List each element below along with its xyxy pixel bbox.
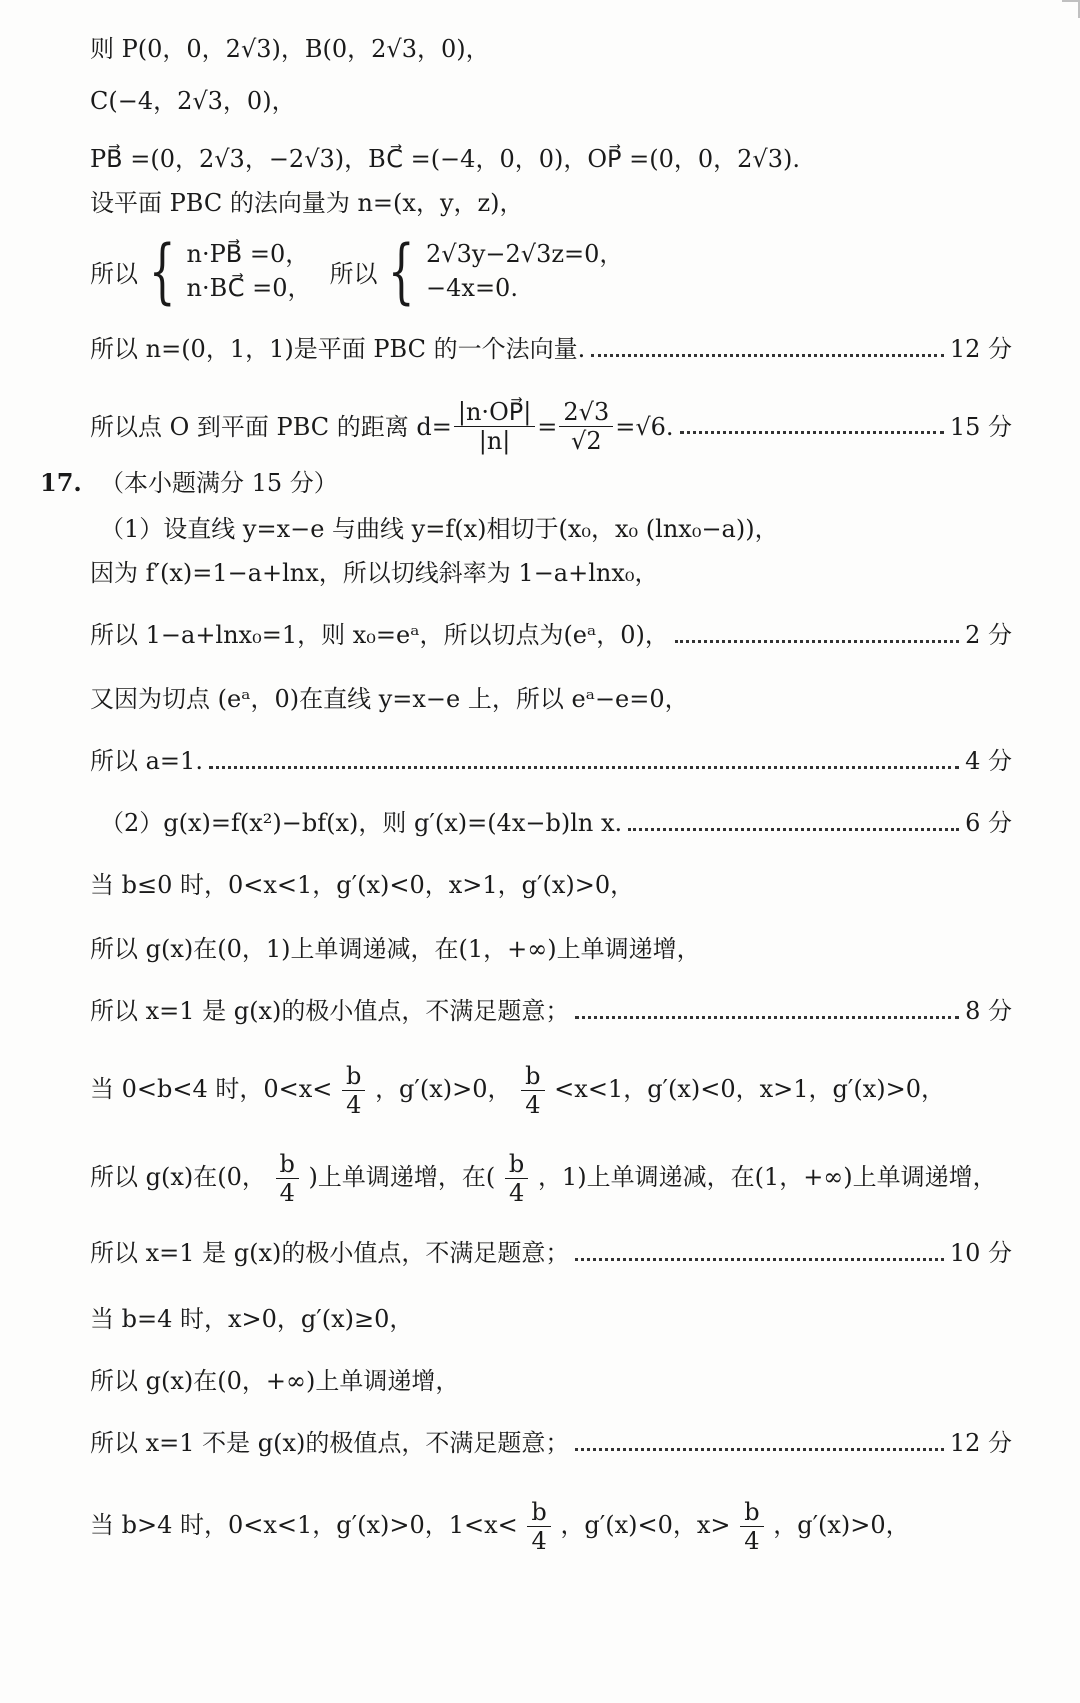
fraction-numerator: b <box>505 1150 528 1179</box>
leader-dots <box>591 354 944 357</box>
line-distance <box>90 398 1012 455</box>
line-monotonic-3: 所以 g(x)在(0，+∞)上单调递增， <box>90 1367 460 1395</box>
corner-mark <box>1062 0 1080 18</box>
fraction-dist-1 <box>454 398 535 455</box>
line-a-value <box>90 744 1012 778</box>
question-title: （本小题满分 15 分） <box>100 469 338 497</box>
line-not-extreme <box>90 1426 1012 1460</box>
leader-dots <box>575 1258 943 1261</box>
fraction-numerator: |n·OP⃗| <box>454 398 535 427</box>
line-min-point-2 <box>90 1236 1012 1270</box>
fraction-b-over-4 <box>342 1062 365 1119</box>
equation-system-block <box>90 230 624 312</box>
system-2-eq-b: −4x=0. <box>426 274 518 302</box>
line-coordinates-c: C(−4，2√3，0)， <box>90 87 296 115</box>
line-text: 所以点 O 到平面 PBC 的距离 d= <box>90 412 452 441</box>
line-tangent-point <box>90 618 1012 652</box>
system-1-eq-a: n·PB⃗ =0， <box>186 240 310 268</box>
fraction-numerator: b <box>521 1062 544 1091</box>
line-text: ，g′(x)<0，x> <box>560 1511 731 1539</box>
line-monotonic-1: 所以 g(x)在(0，1)上单调递减，在(1，+∞)上单调递增， <box>90 935 701 963</box>
system-prefix-2: 所以 <box>329 259 378 288</box>
line-coordinates-pb: 则 P(0，0，2√3)，B(0，2√3，0)， <box>90 35 490 63</box>
line-text: ，g′(x)>0， <box>773 1511 910 1539</box>
fraction-b-over-4 <box>505 1150 528 1207</box>
line-normal-vector: 设平面 PBC 的法向量为 n=(x，y，z)， <box>90 189 524 217</box>
system-2 <box>426 237 623 305</box>
score: 8 分 <box>965 997 1012 1025</box>
leader-dots <box>575 1448 943 1451</box>
fraction-denominator: 4 <box>346 1091 362 1119</box>
system-1-eq-b: n·BC⃗ =0， <box>186 274 312 302</box>
line-text: 所以 x=1 是 g(x)的极小值点，不满足题意； <box>90 997 570 1025</box>
fraction-denominator: |n| <box>478 427 511 455</box>
line-text: 所以 g(x)在(0， <box>90 1163 266 1191</box>
line-text: 所以 x=1 是 g(x)的极小值点，不满足题意； <box>90 1239 570 1267</box>
leader-dots <box>209 766 959 769</box>
fraction-denominator: 4 <box>508 1179 525 1207</box>
system-prefix-1: 所以 <box>90 259 138 288</box>
fraction-dist-2 <box>559 398 613 455</box>
line-monotonic-2 <box>90 1150 997 1207</box>
line-text: )上单调递增，在( <box>308 1163 496 1191</box>
fraction-denominator: 4 <box>531 1527 547 1555</box>
score: 2 分 <box>965 621 1012 649</box>
fraction-b-over-4 <box>740 1498 763 1555</box>
fraction-denominator: 4 <box>279 1179 295 1207</box>
line-case-b-le-0: 当 b≤0 时，0<x<1，g′(x)<0，x>1，g′(x)>0， <box>90 871 635 899</box>
line-min-point-1 <box>90 994 1012 1028</box>
line-text: 所以 1−a+lnx₀=1，则 x₀=eᵃ，所以切点为(eᵃ，0)， <box>90 621 669 649</box>
leader-dots <box>628 828 959 831</box>
fraction-numerator: b <box>276 1150 299 1179</box>
equals-sign: = <box>537 412 558 441</box>
score: 4 分 <box>965 747 1012 775</box>
line-vectors: PB⃗ =(0，2√3，−2√3)，BC⃗ =(−4，0，0)，OP⃗ =(0，0，2√3). <box>90 145 800 173</box>
line-text: ，g′(x)>0， <box>375 1075 512 1103</box>
leader-dots <box>680 431 944 434</box>
fraction-numerator: b <box>740 1498 763 1527</box>
fraction-denominator: 4 <box>525 1091 541 1119</box>
fraction-b-over-4 <box>276 1150 299 1207</box>
score: 12 分 <box>949 335 1012 363</box>
fraction-numerator: 2√3 <box>559 398 613 427</box>
line-case-b-gt-4 <box>90 1498 910 1555</box>
line-part2-g <box>100 806 1012 840</box>
system-1 <box>187 237 312 305</box>
fraction-numerator: b <box>527 1498 550 1527</box>
fraction-b-over-4 <box>527 1498 550 1555</box>
system-2-eq-a: 2√3y−2√3z=0， <box>426 240 624 268</box>
line-case-b-eq-4: 当 b=4 时，x>0，g′(x)≥0， <box>90 1305 414 1333</box>
line-text: 当 0<b<4 时，0<x< <box>90 1075 333 1103</box>
line-normal-result <box>90 332 1012 366</box>
line-text: =√6. <box>615 412 674 441</box>
question-number: 17. <box>40 468 82 497</box>
fraction-numerator: b <box>342 1062 365 1091</box>
line-text: 所以 n=(0，1，1)是平面 PBC 的一个法向量. <box>90 335 586 363</box>
line-derivative: 因为 f′(x)=1−a+lnx，所以切线斜率为 1−a+lnx₀， <box>90 559 659 587</box>
score: 10 分 <box>949 1239 1012 1267</box>
fraction-denominator: 4 <box>744 1527 760 1555</box>
score: 6 分 <box>965 809 1012 837</box>
fraction-b-over-4 <box>521 1062 544 1119</box>
line-text: <x<1，g′(x)<0，x>1，g′(x)>0， <box>554 1075 946 1103</box>
line-text: 所以 x=1 不是 g(x)的极值点，不满足题意； <box>90 1429 570 1457</box>
line-part1-setup: （1）设直线 y=x−e 与曲线 y=f(x)相切于(x₀，x₀ (lnx₀−a))， <box>100 515 779 543</box>
line-on-line: 又因为切点 (eᵃ，0)在直线 y=x−e 上，所以 eᵃ−e=0， <box>90 685 689 713</box>
leader-dots <box>675 640 959 643</box>
line-text: （2）g(x)=f(x²)−bf(x)，则 g′(x)=(4x−b)ln x. <box>100 809 623 837</box>
line-text: 所以 a=1. <box>90 747 203 775</box>
left-brace-1: { <box>148 230 176 312</box>
leader-dots <box>575 1016 959 1019</box>
score: 12 分 <box>949 1429 1012 1457</box>
line-text: ，1)上单调递减，在(1，+∞)上单调递增， <box>537 1163 997 1191</box>
line-text: 当 b>4 时，0<x<1，g′(x)>0，1<x< <box>90 1511 518 1539</box>
line-case-0-b-4 <box>90 1062 945 1119</box>
fraction-denominator: √2 <box>571 427 602 455</box>
left-brace-2: { <box>388 230 416 312</box>
score: 15 分 <box>949 412 1012 441</box>
